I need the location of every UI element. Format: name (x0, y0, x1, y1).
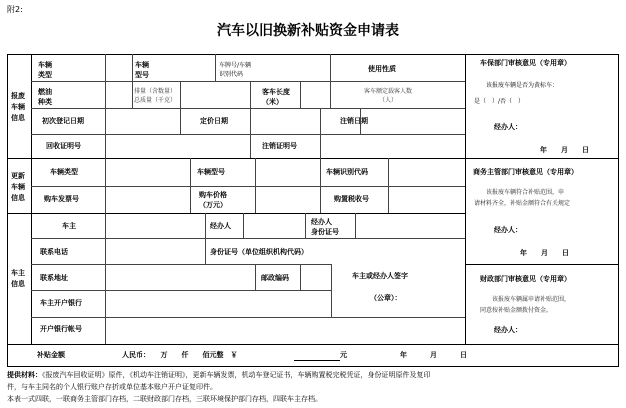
label-purchase-tax: 购置税收号 (334, 195, 369, 203)
section-new-vehicle: 更新 车辆 信息 (11, 172, 25, 202)
panel1-agent: 经办人： (494, 123, 522, 131)
footer-copies: 本表一式四联，一联商务主管部门存档，二联财政部门存档，三联环境保护部门存档，四联车主存档。 (7, 395, 322, 403)
panel3-title: 财政部门审核意见（专用章） (480, 275, 571, 283)
label-new-model: 车辆型号 (197, 168, 225, 176)
label-dereg-cert: 注销证明号 (262, 142, 297, 150)
label-signature: 车主或经办人签字 (352, 272, 408, 280)
panel1-title: 车保部门审核意见（专用章） (480, 59, 571, 67)
panel1-date: 年 月 日 (540, 146, 589, 154)
subsidy-day: 日 (460, 351, 467, 359)
label-bus-length: 客车长度 （米） (262, 88, 290, 106)
label-deregistration-date: 注销日期 (340, 117, 368, 125)
label-id-number: 身份证号（单位组织机构代码） (210, 248, 308, 256)
subsidy-year: 年 (400, 351, 407, 359)
label-model: 车辆 型号 (135, 61, 149, 79)
subsidy-unit: 元 (340, 351, 347, 359)
label-recycle-cert: 回收证明号 (46, 142, 81, 150)
panel2-agent: 经办人： (494, 226, 522, 234)
label-owner: 车主 (62, 222, 76, 230)
panel2-text: 该报废车辆符合补贴范围，申 请材料齐全，补贴金额符合有关规定 (474, 189, 571, 207)
label-new-car-type: 车辆类型 (50, 168, 78, 176)
panel3-text: 该报废车辆属申请补贴范围， 同意按补贴金额拨付资金。 (480, 296, 571, 314)
label-phone: 联系电话 (40, 248, 68, 256)
page-title: 汽车以旧换新补贴资金申请表 (217, 23, 399, 39)
panel2-title: 商务主管部门审核意见（专用章） (473, 168, 578, 176)
label-postcode: 邮政编码 (261, 274, 289, 282)
annex-label: 附2: (7, 5, 23, 14)
subsidy-blank-line (294, 360, 340, 361)
label-plate: 车牌号/车辆 识别代码 (219, 62, 252, 78)
label-agent-id: 经办人 身份证号 (311, 218, 339, 236)
label-bank: 车主开户银行 (40, 299, 82, 307)
footer-materials-cont: 件，与车主同名的个人银行账户存折或单位基本账户开户证复印件。 (7, 383, 217, 391)
label-seal: （公章）： (370, 294, 402, 302)
label-agent: 经办人 (210, 222, 231, 230)
panel1-question: 该报废车辆是否为黄标车： (486, 82, 559, 89)
section-owner: 车主 信息 (11, 269, 25, 288)
label-scrap-date: 定价日期 (200, 117, 228, 125)
label-account: 开户银行帐号 (40, 325, 82, 333)
label-address: 联系地址 (40, 274, 68, 282)
label-price: 购车价格 （万元） (199, 191, 227, 209)
panel2-date: 年 月 日 (520, 249, 569, 257)
label-car-type: 车辆 类型 (38, 61, 52, 79)
panel1-options: 是（ ）/否（ ） (474, 98, 525, 105)
subsidy-month: 月 (430, 351, 437, 359)
label-vin: 车辆识别代码 (326, 168, 368, 176)
subsidy-amount-text: 人民币： 万 仟 佰元整 ￥ (122, 351, 238, 359)
label-invoice: 购车发票号 (44, 195, 79, 203)
section-scrapped-vehicle: 报废 车辆 信息 (11, 92, 25, 122)
label-fuel: 燃油 种类 (38, 88, 52, 106)
label-subsidy: 补贴金额 (37, 351, 65, 359)
label-displacement: 排量（含数量） 总质量（千克） (134, 88, 177, 104)
footer-materials: 提供材料：《报废汽车回收证明》原件，《机动车注销证明》，更新车辆发票，机动车登记证书，车辆购置税完税凭证，身份证明原件及复印 (7, 371, 431, 379)
label-first-registration: 初次登记日期 (42, 117, 84, 125)
label-seats: 客车额定载客人数 （人） (364, 88, 413, 104)
panel3-agent: 经办人： (494, 326, 522, 334)
label-usage: 使用性质 (368, 65, 396, 73)
